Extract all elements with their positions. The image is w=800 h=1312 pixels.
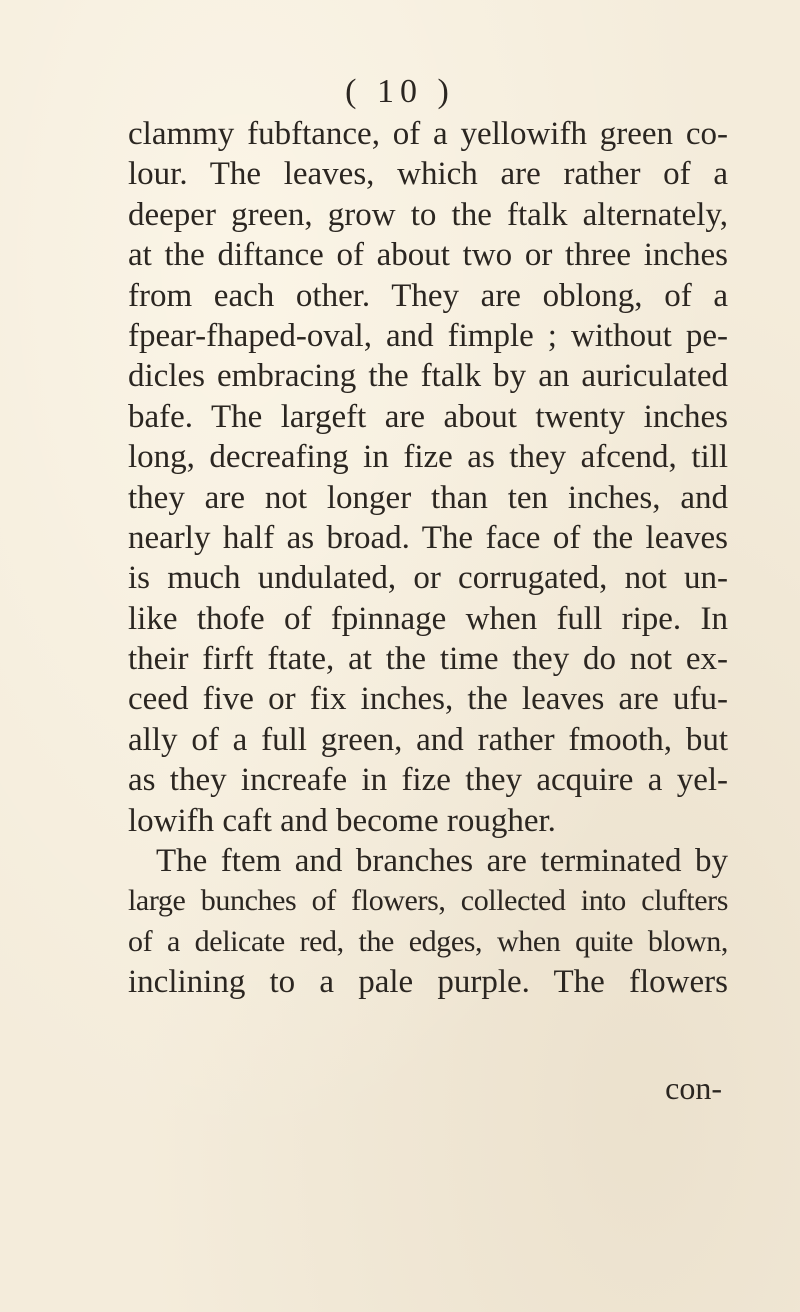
text-line: ceed five or fix inches, the leaves are ufu- <box>128 681 728 718</box>
text-line: deeper green, grow to the ftalk alternately, <box>128 196 728 233</box>
text-line: like thofe of fpinnage when full ripe. In <box>128 600 728 637</box>
text-line: large bunches of flowers, collected into clufters <box>128 884 728 918</box>
text-line: inclining to a pale purple. The flowers <box>128 964 728 1001</box>
paragraph-start-line: The ftem and branches are terminated by <box>156 843 728 880</box>
text-line: lour. The leaves, which are rather of a <box>128 156 728 193</box>
catchword: con- <box>665 1070 722 1106</box>
text-line: from each other. They are oblong, of a <box>128 277 728 314</box>
text-line: as they increafe in fize they acquire a yel- <box>128 762 728 799</box>
text-line: of a delicate red, the edges, when quite blown, <box>128 924 728 958</box>
text-line: their firft ftate, at the time they do not ex- <box>128 641 728 678</box>
text-line: at the diftance of about two or three inches <box>128 237 728 274</box>
text-line: they are not longer than ten inches, and <box>128 479 728 516</box>
body-text <box>128 114 728 1003</box>
text-line: dicles embracing the ftalk by an auriculated <box>128 358 728 395</box>
page-number: ( 10 ) <box>345 73 455 110</box>
text-line: is much undulated, or corrugated, not un- <box>128 560 728 597</box>
text-line: ally of a full green, and rather fmooth, but <box>128 721 728 758</box>
text-line: clammy fubftance, of a yellowifh green co- <box>128 116 728 152</box>
text-line: lowifh caft and become rougher. <box>128 802 556 839</box>
text-line: bafe. The largeft are about twenty inches <box>128 398 728 435</box>
text-line: fpear-fhaped-oval, and fimple ; without pe- <box>128 317 728 354</box>
text-line: long, decreafing in fize as they afcend, till <box>128 439 728 476</box>
text-line: nearly half as broad. The face of the leaves <box>128 519 728 556</box>
